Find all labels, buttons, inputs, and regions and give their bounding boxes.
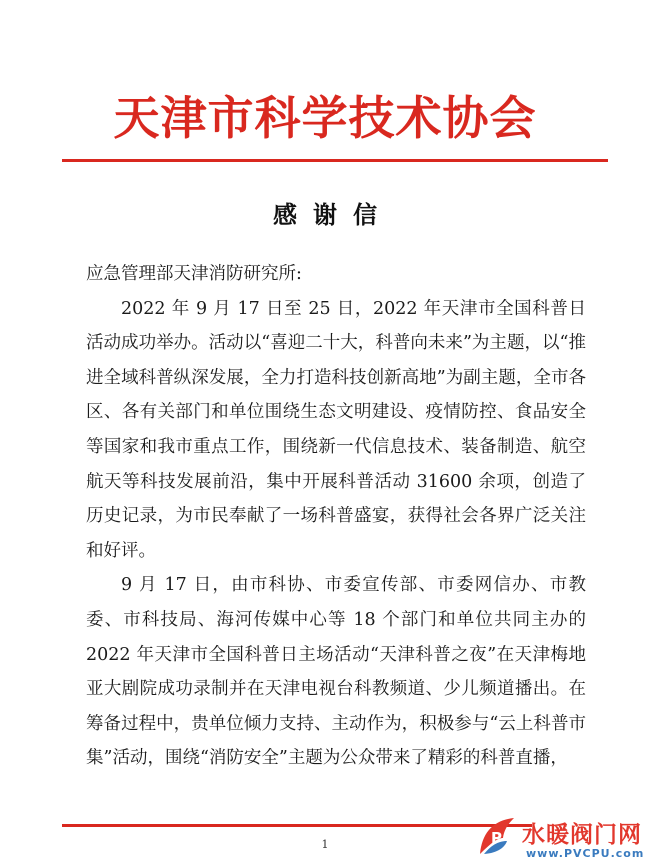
letter-body [86, 257, 586, 776]
svg-text:P: P [491, 829, 502, 847]
watermark-url: www.PVCPU.com [526, 847, 645, 860]
organization-letterhead: 天津市科学技术协会 [113, 91, 537, 145]
page-number: 1 [321, 838, 329, 851]
watermark-name: 水暖阀门网 [522, 822, 642, 848]
paragraph-2: 9 月 17 日，由市科协、市委宣传部、市委网信办、市教委、市科技局、海河传媒中心等 18 个部门和单位共同主办的 2022 年天津市全国科普日主场活动“天津科普之夜”在天津梅地亚大剧院成功录制并在天津电视台科教频道、少儿频道播出。在筹备过程中，贵单位倾力支持、主动作为，积极参与“云上科普市集”活动，围绕“消防安全”主题为公众带来了精彩的科普直播， [86, 575, 586, 769]
footer-divider [62, 824, 532, 827]
document-title: 感谢信 [273, 200, 393, 229]
salutation: 应急管理部天津消防研究所: [86, 264, 302, 284]
letterhead-divider [62, 159, 608, 162]
watermark-logo-icon [474, 814, 518, 858]
site-watermark [470, 812, 650, 867]
paragraph-1: 2022 年 9 月 17 日至 25 日，2022 年天津市全国科普日活动成功举办。活动以“喜迎二十大，科普向未来”为主题，以“推进全域科普纵深发展，全力打造科技创新高地”为副主题，全市各区、各有关部门和单位围绕生态文明建设、疫情防控、食品安全等国家和我市重点工作，围绕新一代信息技术、装备制造、航空航天等科技发展前沿，集中开展科普活动 31600 余项，创造了历史记录，为市民奉献了一场科普盛宴，获得社会各界广泛关注和好评。 [86, 298, 586, 561]
